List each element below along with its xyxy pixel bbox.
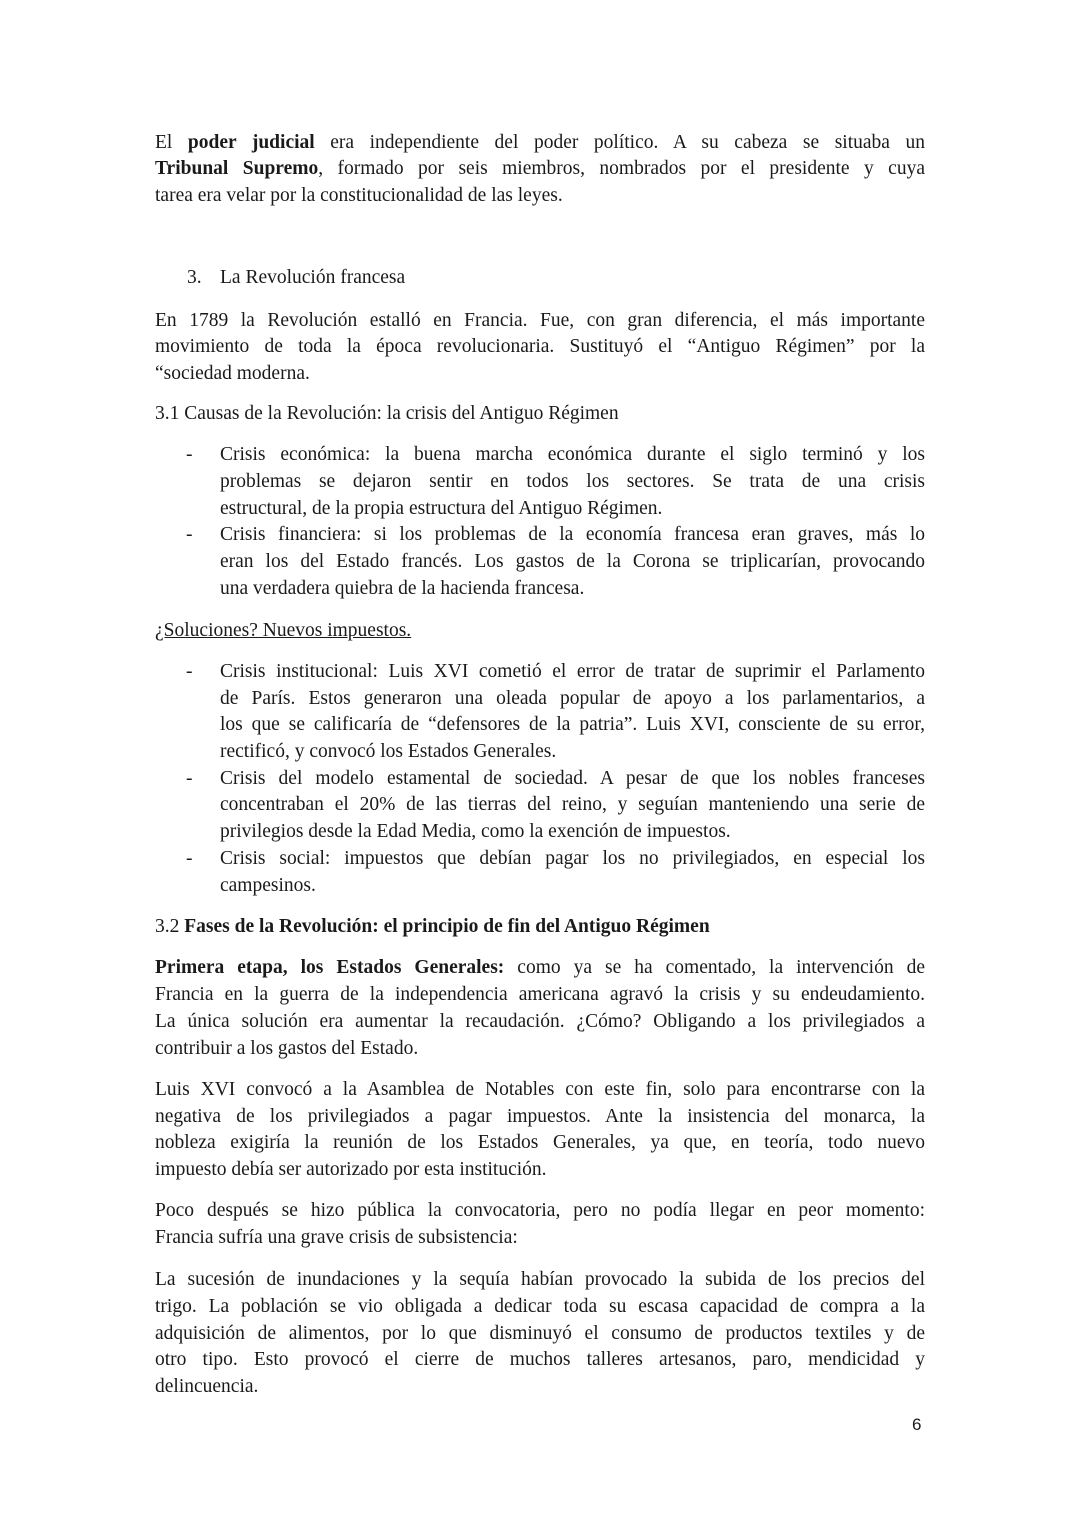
text-line: adquisición de alimentos, por lo que disminuyó el consumo de productos textiles y de — [155, 1323, 925, 1344]
text-line: negativa de los privilegiados a pagar impuestos. Ante la insistencia del monarca, la — [155, 1106, 925, 1127]
heading-number: 3. — [187, 267, 202, 288]
text-line: Crisis financiera: si los problemas de la economía francesa eran graves, más lo — [220, 524, 925, 545]
text-line — [155, 954, 925, 981]
text-line: contribuir a los gastos del Estado. — [155, 1038, 419, 1059]
text-line: delincuencia. — [155, 1376, 259, 1397]
heading-title: La Revolución francesa — [220, 267, 406, 288]
text-line: Poco después se hizo pública la convocatoria, pero no podía llegar en peor momento: — [155, 1200, 925, 1221]
soluciones-line — [155, 617, 925, 644]
text-line: En 1789 la Revolución estalló en Francia. Fue, con gran diferencia, el más importante — [155, 310, 925, 331]
bullet-dash: - — [186, 661, 193, 682]
section-heading-3 — [187, 264, 957, 291]
text-line: una verdadera quiebra de la hacienda francesa. — [220, 578, 585, 599]
text-line: “sociedad moderna. — [155, 363, 310, 384]
text-line: La única solución era aumentar la recaudación. ¿Cómo? Obligando a los privilegiados a — [155, 1011, 925, 1032]
text-line: rectificó, y convocó los Estados Generales. — [220, 741, 557, 762]
text-line: otro tipo. Esto provocó el cierre de muchos talleres artesanos, paro, mendicidad y — [155, 1349, 925, 1370]
text-line: los que se calificaría de “defensores de la patria”. Luis XVI, consciente de su error, — [220, 714, 925, 735]
text-line: nobleza exigiría la reunión de los Estados Generales, ya que, en teoría, todo nuevo — [155, 1132, 925, 1153]
text-line: movimiento de toda la época revolucionaria. Sustituyó el “Antiguo Régimen” por la — [155, 336, 925, 357]
bullet-dash: - — [186, 524, 193, 545]
text-line: problemas se dejaron sentir en todos los sectores. Se trata de una crisis — [220, 471, 925, 492]
text: como ya se ha comentado, la intervención de — [504, 957, 925, 978]
text-line: impuesto debía ser autorizado por esta institución. — [155, 1159, 547, 1180]
text-line: campesinos. — [220, 875, 316, 896]
text-line: La sucesión de inundaciones y la sequía habían provocado la subida de los precios del — [155, 1269, 925, 1290]
bullet-dash: - — [186, 444, 193, 465]
subheading-title: Fases de la Revolución: el principio de fin del Antiguo Régimen — [184, 916, 710, 937]
subheading-3-2 — [155, 913, 925, 940]
text-line: tarea era velar por la constitucionalidad de las leyes. — [155, 185, 563, 206]
bold-term: poder judicial — [187, 132, 315, 153]
text: era independiente del poder político. A su cabeza se situaba un — [314, 132, 925, 153]
bold-term: Tribunal Supremo — [155, 158, 319, 179]
bullet-dash: - — [186, 768, 193, 789]
text-line: concentraban el 20% de las tierras del reino, y seguían manteniendo una serie de — [220, 794, 925, 815]
subheading-3-1: 3.1 Causas de la Revolución: la crisis del Antiguo Régimen — [155, 403, 619, 424]
text-line: Francia en la guerra de la independencia americana agravó la crisis y su endeudamiento. — [155, 984, 925, 1005]
text-line: Francia sufría una grave crisis de subsistencia: — [155, 1227, 518, 1248]
text: , formado por seis miembros, nombrados por el presidente y cuya — [318, 158, 925, 179]
text-line: de París. Estos generaron una oleada popular de apoyo a los parlamentarios, a — [220, 688, 925, 709]
text-line: eran los del Estado francés. Los gastos de la Corona se triplicarían, provocando — [220, 551, 925, 572]
text: El — [155, 132, 188, 153]
text-line: Luis XVI convocó a la Asamblea de Notables con este fin, solo para encontrarse con la — [155, 1079, 925, 1100]
text-line: Crisis del modelo estamental de sociedad. A pesar de que los nobles franceses — [220, 768, 925, 789]
page-number: 6 — [912, 1415, 922, 1434]
text-line: privilegios desde la Edad Media, como la exención de impuestos. — [220, 821, 731, 842]
text-line: Crisis institucional: Luis XVI cometió el error de tratar de suprimir el Parlamento — [220, 661, 925, 682]
subheading-number: 3.2 — [155, 916, 185, 937]
text-line: Crisis económica: la buena marcha económica durante el siglo terminó y los — [220, 444, 925, 465]
bullet-dash: - — [186, 848, 193, 869]
text-line: Crisis social: impuestos que debían pagar los no privilegiados, en especial los — [220, 848, 925, 869]
bold-term: Primera etapa, los Estados Generales: — [155, 957, 505, 978]
text-line: estructural, de la propia estructura del Antiguo Régimen. — [220, 498, 663, 519]
text-line: trigo. La población se vio obligada a dedicar toda su escasa capacidad de compra a la — [155, 1296, 925, 1317]
text-line — [155, 155, 925, 182]
text-line — [155, 129, 925, 156]
underlined-note: ¿Soluciones? Nuevos impuestos. — [155, 620, 412, 641]
